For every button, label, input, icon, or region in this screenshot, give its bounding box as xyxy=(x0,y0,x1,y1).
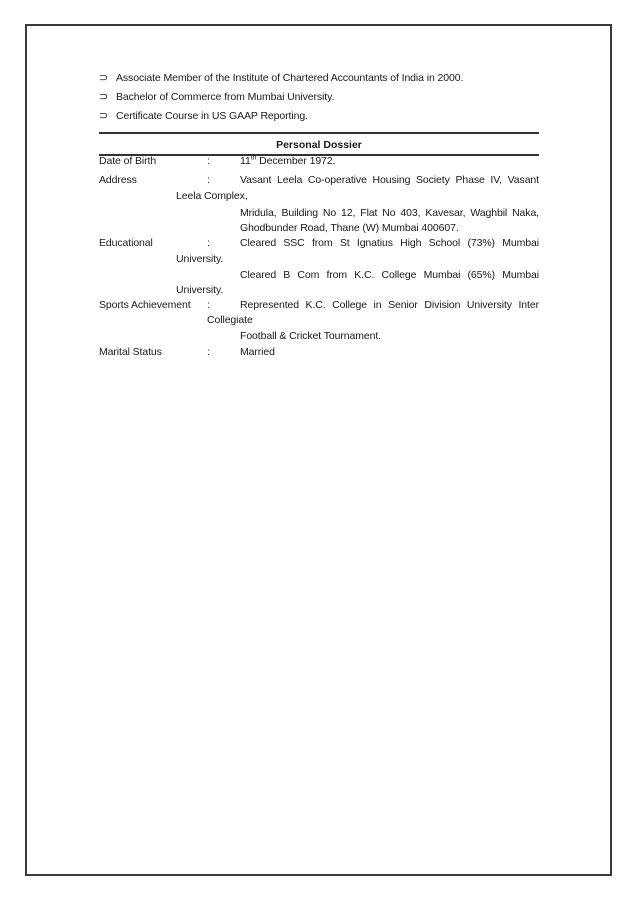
dob-label: Date of Birth xyxy=(99,155,157,167)
education-line-1: Cleared SSC from St Ignatius High School (73%) Mumbai xyxy=(240,237,539,249)
qualifications-list xyxy=(99,70,539,127)
sports-line-2: Collegiate xyxy=(207,314,253,326)
dob-colon: : xyxy=(207,155,210,167)
education-colon: : xyxy=(207,237,210,249)
address-line-2: Leela Complex, xyxy=(176,190,248,202)
education-line-4: University. xyxy=(176,284,224,296)
list-item xyxy=(99,70,539,89)
sports-colon: : xyxy=(207,299,210,311)
education-line-3: Cleared B Com from K.C. College Mumbai (65%) Mumbai xyxy=(240,269,539,281)
list-item xyxy=(99,108,539,127)
qualification-text: Certificate Course in US GAAP Reporting. xyxy=(116,110,308,122)
education-line-2: University. xyxy=(176,253,224,265)
education-label: Educational xyxy=(99,237,153,249)
qualification-text: Bachelor of Commerce from Mumbai University. xyxy=(116,91,335,103)
marital-label: Marital Status xyxy=(99,346,162,358)
list-item xyxy=(99,89,539,108)
qualification-text: Associate Member of the Institute of Chartered Accountants of India in 2000. xyxy=(116,72,464,84)
section-title: Personal Dossier xyxy=(99,132,539,156)
dob-rest: December 1972. xyxy=(256,155,336,167)
address-label: Address xyxy=(99,174,137,186)
marital-colon: : xyxy=(207,346,210,358)
sports-line-3: Football & Cricket Tournament. xyxy=(240,330,381,342)
address-line-1: Vasant Leela Co-operative Housing Society Phase IV, Vasant xyxy=(240,174,539,186)
arrow-bullet-icon: ⊃ xyxy=(99,110,109,122)
address-line-4: Ghodbunder Road, Thane (W) Mumbai 400607. xyxy=(240,222,459,234)
sports-label: Sports Achievement xyxy=(99,299,191,311)
arrow-bullet-icon: ⊃ xyxy=(99,72,109,84)
sports-line-1: Represented K.C. College in Senior Division University Inter xyxy=(240,299,539,311)
address-colon: : xyxy=(207,174,210,186)
arrow-bullet-icon: ⊃ xyxy=(99,91,109,103)
dob-day: 11 xyxy=(240,155,251,167)
dob-suffix: th xyxy=(250,154,257,162)
address-line-3: Mridula, Building No 12, Flat No 403, Kavesar, Waghbil Naka, xyxy=(240,207,539,219)
marital-value: Married xyxy=(240,346,275,358)
dob-value xyxy=(240,153,335,169)
